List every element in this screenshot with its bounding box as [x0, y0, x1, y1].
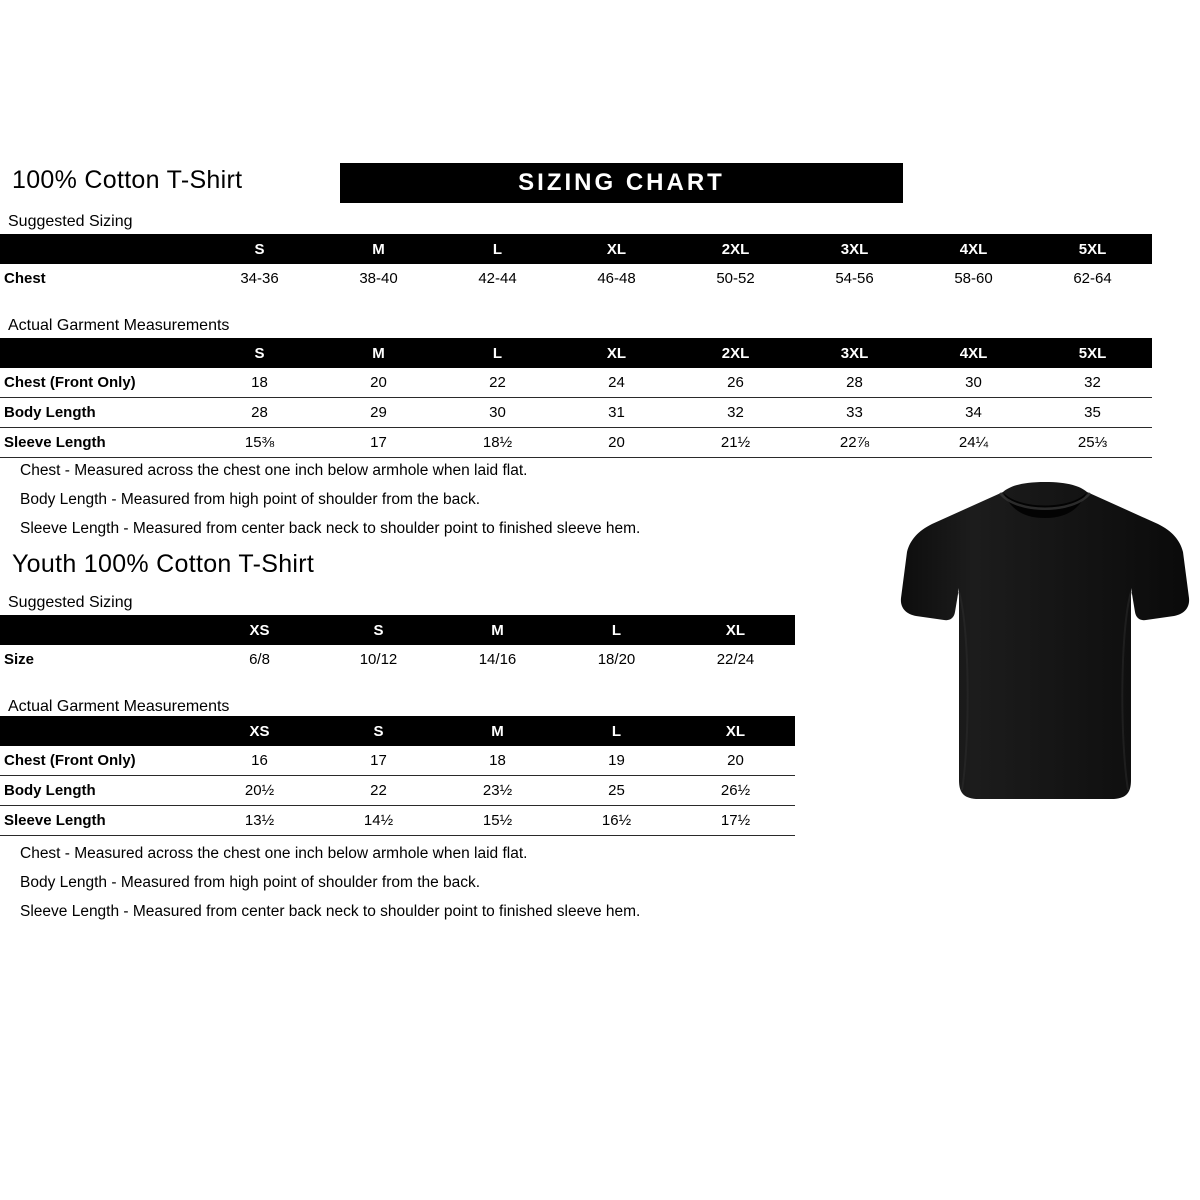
col-header [0, 338, 200, 368]
cell: 22⅞ [795, 428, 914, 458]
youth-measurements-caption: Actual Garment Measurements [8, 698, 230, 715]
col-header: L [557, 716, 676, 746]
table-row [0, 398, 1152, 428]
cell: 35 [1033, 398, 1152, 428]
col-header: M [438, 615, 557, 645]
table-row [0, 428, 1152, 458]
col-header: L [438, 338, 557, 368]
col-header: 2XL [676, 234, 795, 264]
youth-product-title: Youth 100% Cotton T-Shirt [12, 550, 315, 578]
cell: 15½ [438, 806, 557, 836]
row-label: Body Length [0, 398, 200, 428]
row-label: Chest [4, 270, 46, 287]
table-header-row [0, 338, 1152, 368]
cell: 20 [676, 746, 795, 776]
cell: 34-36 [240, 270, 279, 287]
cell: 30 [438, 398, 557, 428]
sizing-chart-banner-label: SIZING CHART [518, 169, 725, 196]
cell: 6/8 [249, 651, 270, 668]
row-label: Body Length [0, 776, 200, 806]
cell: 16½ [557, 806, 676, 836]
cell: 50-52 [716, 270, 755, 287]
col-header [0, 615, 200, 645]
row-label: Size [4, 651, 35, 668]
table-row [0, 645, 795, 674]
cell: 33 [795, 398, 914, 428]
cell: 18 [200, 368, 319, 398]
table-header-row [0, 234, 1152, 264]
cell: 58-60 [954, 270, 993, 287]
cell: 26½ [676, 776, 795, 806]
youth-note-body-length: Body Length - Measured from high point of shoulder from the back. [20, 874, 481, 891]
cell: 54-56 [835, 270, 874, 287]
table-row [0, 776, 795, 806]
cell: 17 [319, 746, 438, 776]
tshirt-icon [900, 480, 1190, 810]
cell: 14½ [319, 806, 438, 836]
col-header: XS [200, 716, 319, 746]
row-label: Sleeve Length [0, 806, 200, 836]
table-row [0, 264, 1152, 293]
adult-product-title: 100% Cotton T-Shirt [12, 166, 243, 194]
cell: 17 [319, 428, 438, 458]
youth-measurements-table [0, 716, 795, 836]
table-row [0, 368, 1152, 398]
cell: 34 [914, 398, 1033, 428]
cell: 14/16 [478, 651, 517, 668]
youth-suggested-sizing-table [0, 615, 795, 674]
cell: 17½ [676, 806, 795, 836]
cell: 22 [319, 776, 438, 806]
cell: 24 [557, 368, 676, 398]
table-header-row [0, 716, 795, 746]
cell: 31 [557, 398, 676, 428]
col-header: 3XL [795, 234, 914, 264]
row-label: Sleeve Length [0, 428, 200, 458]
col-header: S [200, 234, 319, 264]
cell: 15⅜ [200, 428, 319, 458]
col-header: 2XL [676, 338, 795, 368]
cell: 10/12 [359, 651, 398, 668]
col-header [0, 716, 200, 746]
cell: 25⅓ [1033, 428, 1152, 458]
cell: 32 [676, 398, 795, 428]
cell: 42-44 [478, 270, 517, 287]
col-header: 4XL [914, 234, 1033, 264]
adult-note-sleeve-length: Sleeve Length - Measured from center back neck to shoulder point to finished sleeve hem. [20, 520, 641, 537]
table-row [0, 746, 795, 776]
cell: 24¼ [914, 428, 1033, 458]
youth-suggested-sizing-caption: Suggested Sizing [8, 594, 133, 611]
sizing-chart-banner [340, 163, 903, 203]
col-header: S [319, 716, 438, 746]
col-header: XS [200, 615, 319, 645]
col-header: XL [557, 338, 676, 368]
cell: 16 [200, 746, 319, 776]
row-label: Chest (Front Only) [0, 746, 200, 776]
youth-note-chest: Chest - Measured across the chest one inch below armhole when laid flat. [20, 845, 528, 862]
cell: 22/24 [716, 651, 755, 668]
cell: 18/20 [597, 651, 636, 668]
table-header-row [0, 615, 795, 645]
cell: 20 [319, 368, 438, 398]
cell: 25 [557, 776, 676, 806]
cell: 18½ [438, 428, 557, 458]
adult-note-body-length: Body Length - Measured from high point of shoulder from the back. [20, 491, 481, 508]
cell: 20½ [200, 776, 319, 806]
cell: 20 [557, 428, 676, 458]
table-row [0, 806, 795, 836]
cell: 18 [438, 746, 557, 776]
adult-suggested-sizing-caption: Suggested Sizing [8, 213, 133, 230]
cell: 28 [795, 368, 914, 398]
adult-suggested-sizing-table [0, 234, 1152, 293]
cell: 29 [319, 398, 438, 428]
cell: 21½ [676, 428, 795, 458]
cell: 38-40 [359, 270, 398, 287]
tshirt-product-image [900, 480, 1190, 810]
cell: 26 [676, 368, 795, 398]
col-header: M [319, 234, 438, 264]
col-header: M [319, 338, 438, 368]
adult-measurements-caption: Actual Garment Measurements [8, 317, 230, 334]
col-header: L [557, 615, 676, 645]
col-header: S [200, 338, 319, 368]
youth-note-sleeve-length: Sleeve Length - Measured from center back neck to shoulder point to finished sleeve hem. [20, 903, 641, 920]
cell: 23½ [438, 776, 557, 806]
cell: 46-48 [597, 270, 636, 287]
col-header: 5XL [1033, 338, 1152, 368]
cell: 28 [200, 398, 319, 428]
adult-note-chest: Chest - Measured across the chest one inch below armhole when laid flat. [20, 462, 528, 479]
col-header: M [438, 716, 557, 746]
cell: 30 [914, 368, 1033, 398]
adult-measurements-table [0, 338, 1152, 458]
col-header: S [319, 615, 438, 645]
cell: 62-64 [1073, 270, 1112, 287]
col-header: XL [676, 615, 795, 645]
col-header: XL [557, 234, 676, 264]
cell: 32 [1033, 368, 1152, 398]
col-header: 3XL [795, 338, 914, 368]
row-label: Chest (Front Only) [0, 368, 200, 398]
col-header: 5XL [1033, 234, 1152, 264]
col-header: L [438, 234, 557, 264]
cell: 19 [557, 746, 676, 776]
col-header: XL [676, 716, 795, 746]
col-header: 4XL [914, 338, 1033, 368]
cell: 22 [438, 368, 557, 398]
cell: 13½ [200, 806, 319, 836]
col-header [0, 234, 200, 264]
